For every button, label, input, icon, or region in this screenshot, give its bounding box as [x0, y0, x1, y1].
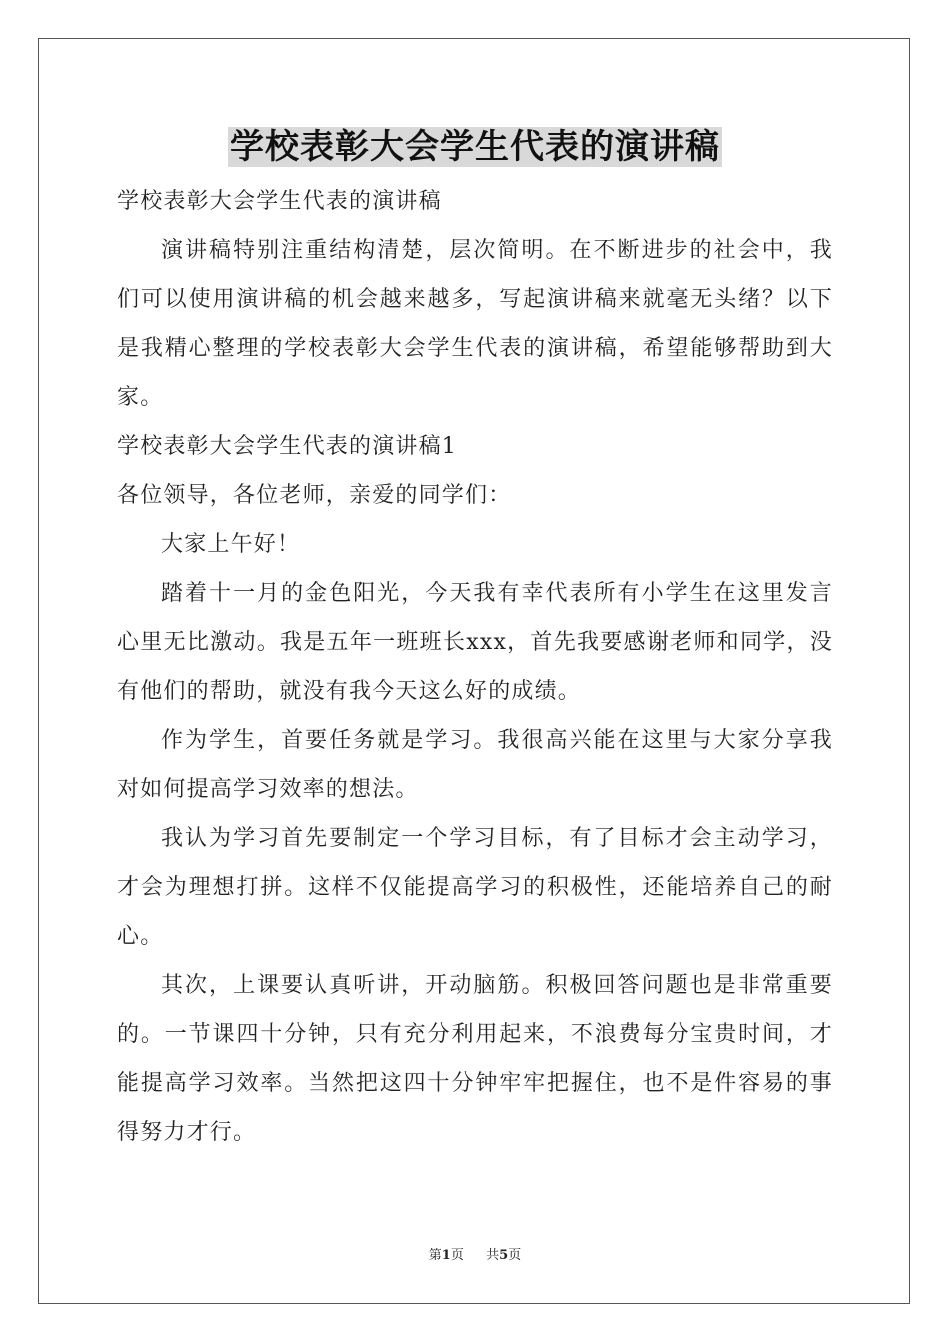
document-title: [0, 124, 950, 170]
paragraph-intro: 演讲稿特别注重结构清楚，层次简明。在不断进步的社会中，我们可以使用演讲稿的机会越来越多，写起演讲稿来就毫无头绪？以下是我精心整理的学校表彰大会学生代表的演讲稿，希望能够帮助到大家。: [117, 238, 833, 410]
paragraph-body: 其次，上课要认真听讲，开动脑筋。积极回答问题也是非常重要的。一节课四十分钟，只有充分利用起来，不浪费每分宝贵时间，才能提高学习效率。当然把这四十分钟牢牢把握住，也不是件容易的事得努力才行。: [117, 973, 833, 1145]
paragraph-body: 作为学生，首要任务就是学习。我很高兴能在这里与大家分享我对如何提高学习效率的想法。: [117, 728, 833, 802]
paragraph-body: 我认为学习首先要制定一个学习目标，有了目标才会主动学习，才会为理想打拼。这样不仅能提高学习的积极性，还能培养自己的耐心。: [117, 826, 833, 949]
paragraph-body: 踏着十一月的金色阳光，今天我有幸代表所有小学生在这里发言心里无比激动。我是五年一班班长xxx，首先我要感谢老师和同学，没有他们的帮助，就没有我今天这么好的成绩。: [117, 581, 833, 704]
paragraph-greeting: 大家上午好！: [161, 532, 301, 557]
paragraph-section-heading: 学校表彰大会学生代表的演讲稿1: [117, 434, 457, 459]
page-number: 第1页: [428, 1248, 464, 1263]
document-title-text: 学校表彰大会学生代表的演讲稿: [230, 127, 720, 167]
paragraph-salutation: 各位领导，各位老师，亲爱的同学们：: [117, 483, 512, 508]
total-pages: 共5页: [486, 1248, 522, 1263]
paragraph-subtitle: 学校表彰大会学生代表的演讲稿: [117, 189, 442, 214]
page-footer: [0, 1247, 950, 1265]
document-body: [117, 177, 833, 1157]
